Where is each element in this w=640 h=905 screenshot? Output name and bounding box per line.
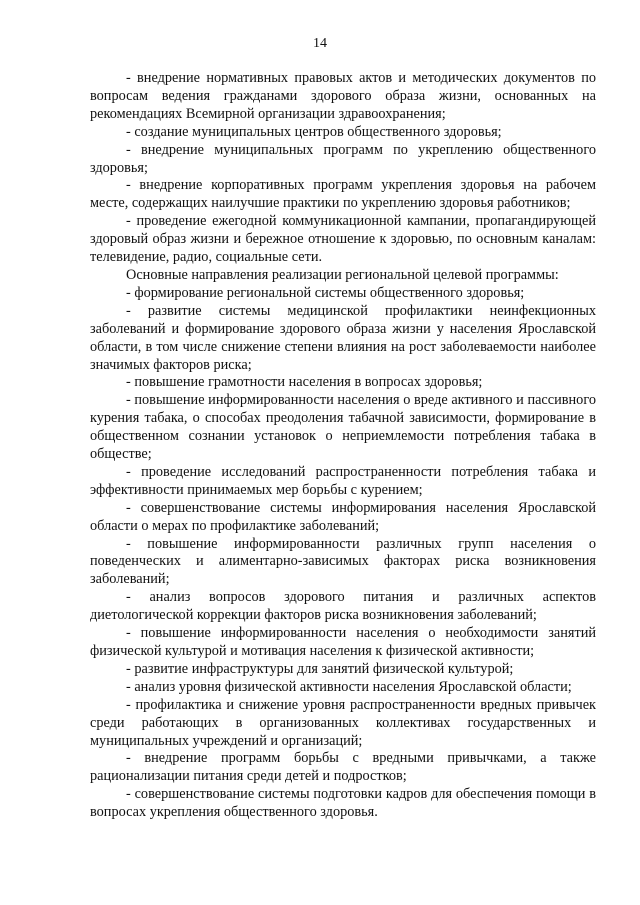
paragraph: - развитие инфраструктуры для занятий физической культурой; xyxy=(126,660,514,677)
paragraph: - развитие системы медицинской профилактики неинфекционных заболеваний и формирование здорового образа жизни у населения Ярославской области, в том числе снижение степени влияния на рост заболеваемости наиболее значимых факторов риска; xyxy=(90,302,596,373)
paragraph: - внедрение корпоративных программ укрепления здоровья на рабочем месте, содержащих наилучшие практики по укреплению здоровья работников; xyxy=(90,177,596,212)
document-body xyxy=(90,70,596,822)
paragraph: - повышение информированности населения о необходимости занятий физической культурой и мотивация населения к физической активности; xyxy=(90,625,596,659)
paragraph: - внедрение муниципальных программ по укреплению общественного здоровья; xyxy=(90,141,596,176)
paragraph: - совершенствование системы информирования населения Ярославской области о мерах по профилактике заболеваний; xyxy=(90,499,596,534)
paragraph: - повышение информированности населения о вреде активного и пассивного курения табака, о способах преодоления табачной зависимости, формирование в общественном сознании установок о неприемлемости потребления табака в обществе; xyxy=(90,392,596,463)
paragraph: - совершенствование системы подготовки кадров для обеспечения помощи в вопросах укрепления общественного здоровья. xyxy=(90,786,596,821)
paragraph: - проведение ежегодной коммуникационной кампании, пропагандирующей здоровый образ жизни и бережное отношение к здоровью, по основным каналам: телевидение, радио, социальные сети. xyxy=(90,213,596,266)
paragraph: - повышение грамотности населения в вопросах здоровья; xyxy=(126,374,483,391)
paragraph: Основные направления реализации региональной целевой программы: xyxy=(126,266,559,283)
paragraph: - анализ вопросов здорового питания и различных аспектов диетологической коррекции факторов риска возникновения заболеваний; xyxy=(90,589,596,624)
paragraph: - профилактика и снижение уровня распространенности вредных привычек среди работающих в организованных коллективах государственных и муниципальных учреждений и организаций; xyxy=(90,696,596,749)
paragraph: - формирование региональной системы общественного здоровья; xyxy=(126,284,525,301)
paragraph: - повышение информированности различных групп населения о поведенческих и алиментарно-зависимых факторах риска возникновения заболеваний; xyxy=(90,535,596,588)
paragraph: - внедрение нормативных правовых актов и методических документов по вопросам ведения гражданами здорового образа жизни, основанных на рекомендациях Всемирной организации здравоохранения; xyxy=(90,70,596,122)
paragraph: - анализ уровня физической активности населения Ярославской области; xyxy=(126,678,572,695)
page-number: 14 xyxy=(313,36,327,51)
paragraph: - внедрение программ борьбы с вредными привычками, а также рационализации питания среди детей и подростков; xyxy=(90,750,596,785)
paragraph: - создание муниципальных центров общественного здоровья; xyxy=(126,123,502,140)
paragraph: - проведение исследований распространенности потребления табака и эффективности принимаемых мер борьбы с курением; xyxy=(90,463,596,498)
